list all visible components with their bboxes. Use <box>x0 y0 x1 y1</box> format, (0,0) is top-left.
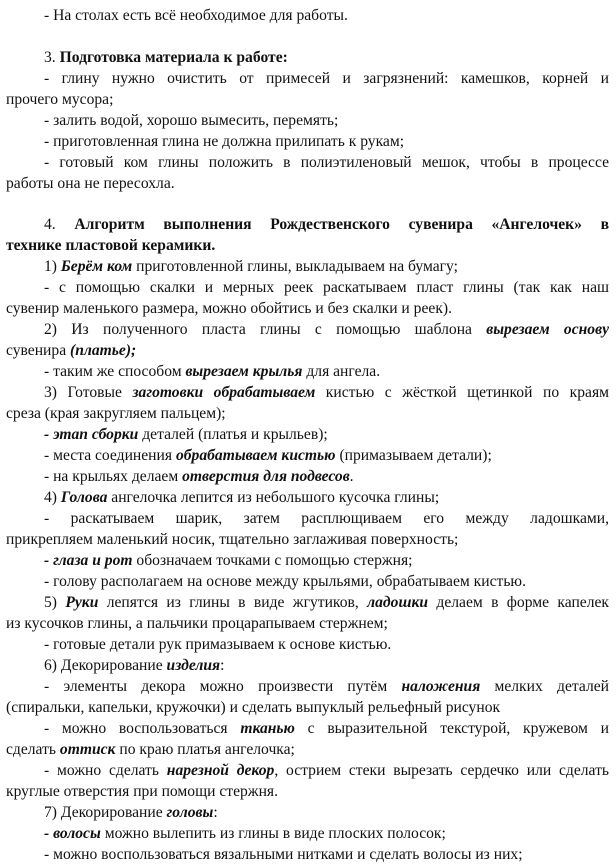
text-line: - элементы декора можно произвести путём наложения мелких деталей <box>44 678 609 695</box>
text-line: - голову располагаем на основе между крыльями, обрабатываем кистью. <box>44 573 526 590</box>
text-line: - можно воспользоваться тканью с выразительной текстурой, кружевом и <box>44 720 609 737</box>
section-heading: 4. Алгоритм выполнения Рождественского сувенира «Ангелочек» в <box>44 216 609 233</box>
text-line: сувенира (платье); <box>6 342 137 359</box>
text-line: сувенир маленького размера, можно обойтись и без скалки и реек). <box>6 300 452 317</box>
text-line: - волосы можно вылепить из глины в виде плоских полосок; <box>44 825 446 842</box>
text-line: - глину нужно очистить от примесей и загрязнений: камешков, корней и <box>44 70 609 87</box>
text-line: 3) Готовые заготовки обрабатываем кистью с жёсткой щетинкой по краям <box>44 384 609 401</box>
text-line: - можно воспользоваться вязальными нитками и сделать волосы из них; <box>44 846 523 863</box>
text-line: - глаза и рот обозначаем точками с помощью стержня; <box>44 552 413 569</box>
text-line: среза (края закругляем пальцем); <box>6 405 226 422</box>
text-line: сделать оттиск по краю платья ангелочка; <box>6 741 295 758</box>
text-line: круглые отверстия при помощи стержня. <box>6 783 278 800</box>
text-line: - места соединения обрабатываем кистью (примазываем детали); <box>44 447 492 464</box>
text-line: - На столах есть всё необходимое для работы. <box>44 7 348 24</box>
text-line: (спиральки, капельки, кружочки) и сделать выпуклый рельефный рисунок <box>6 699 501 716</box>
section-heading-cont: технике пластовой керамики. <box>6 237 216 254</box>
text-line: - готовые детали рук примазываем к основе кистью. <box>44 636 392 653</box>
text-line: - готовый ком глины положить в полиэтиленовый мешок, чтобы в процессе <box>44 154 609 171</box>
text-line: 6) Декорирование изделия: <box>44 657 225 674</box>
text-line: - раскатываем шарик, затем расплющиваем его между ладошками, <box>44 510 609 527</box>
text-line: - залить водой, хорошо вымесить, перемять; <box>44 112 339 129</box>
text-line: - с помощью скалки и мерных реек раскатываем пласт глины (так как наш <box>44 279 609 296</box>
text-line: 7) Декорирование головы: <box>44 804 218 821</box>
text-line: прикрепляем маленький носик, тщательно заглаживая поверхность; <box>6 531 459 548</box>
text-line: 5) Руки лепятся из глины в виде жгутиков, ладошки делаем в форме капелек <box>44 594 609 611</box>
text-line: 4) Голова ангелочка лепится из небольшого кусочка глины; <box>44 489 440 506</box>
text-line: работы она не пересохла. <box>6 175 175 192</box>
text-line: - можно сделать нарезной декор, острием стеки вырезать сердечко или сделать <box>44 762 609 779</box>
text-line: - приготовленная глина не должна прилипать к рукам; <box>44 133 405 150</box>
text-line: 2) Из полученного пласта глины с помощью шаблона вырезаем основу <box>44 321 609 338</box>
text-line: - на крыльях делаем отверстия для подвесов. <box>44 468 354 485</box>
text-line: - этап сборки деталей (платья и крыльев); <box>44 426 328 443</box>
text-line: - таким же способом вырезаем крылья для ангела. <box>44 363 381 380</box>
text-line: 1) Берём ком приготовленной глины, выкладываем на бумагу; <box>44 258 458 275</box>
text-line: из кусочков глины, а пальчики процарапываем стержнем; <box>6 615 388 632</box>
section-heading: 3. Подготовка материала к работе: <box>44 49 288 66</box>
text-line: прочего мусора; <box>6 91 114 108</box>
